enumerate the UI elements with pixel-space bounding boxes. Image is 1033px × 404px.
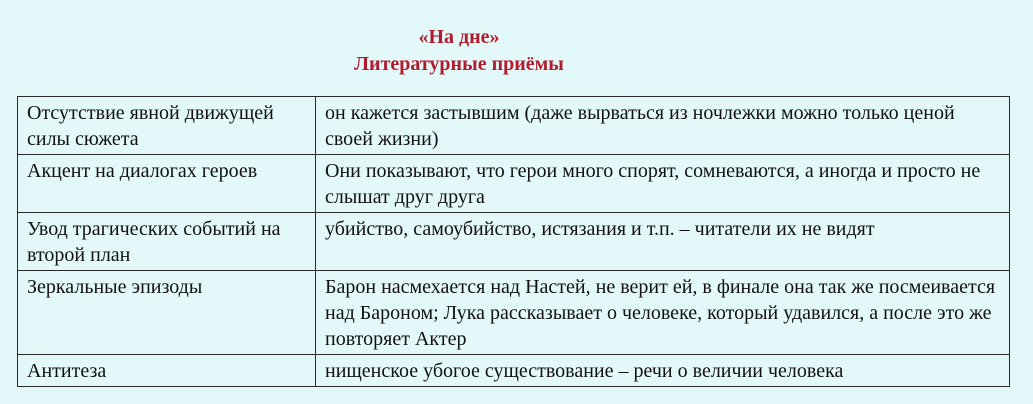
- technique-description: Они показывают, что герои много спорят, сомневаются, а иногда и просто не слышат друг друга: [316, 155, 1010, 213]
- table-row: [18, 97, 1010, 155]
- page-title: «На дне»: [418, 26, 500, 48]
- table-row: [18, 155, 1010, 213]
- techniques-table: [17, 96, 1010, 387]
- technique-term: Зеркальные эпизоды: [18, 271, 316, 355]
- page-subtitle: Литературные приёмы: [354, 53, 564, 75]
- table-row: [18, 213, 1010, 271]
- table-row: [18, 271, 1010, 355]
- technique-description: Барон насмехается над Настей, не верит ей, в финале она так же посмеивается над Бароном; Лука рассказывает о человеке, который удавился, а после это же повторяет Актер: [316, 271, 1010, 355]
- table-row: [18, 355, 1010, 387]
- technique-term: Антитеза: [18, 355, 316, 387]
- technique-term: Отсутствие явной движущей силы сюжета: [18, 97, 316, 155]
- technique-term: Акцент на диалогах героев: [18, 155, 316, 213]
- technique-description: нищенское убогое существование – речи о величии человека: [316, 355, 1010, 387]
- technique-description: он кажется застывшим (даже вырваться из ночлежки можно только ценой своей жизни): [316, 97, 1010, 155]
- technique-term: Увод трагических событий на второй план: [18, 213, 316, 271]
- technique-description: убийство, самоубийство, истязания и т.п. – читатели их не видят: [316, 213, 1010, 271]
